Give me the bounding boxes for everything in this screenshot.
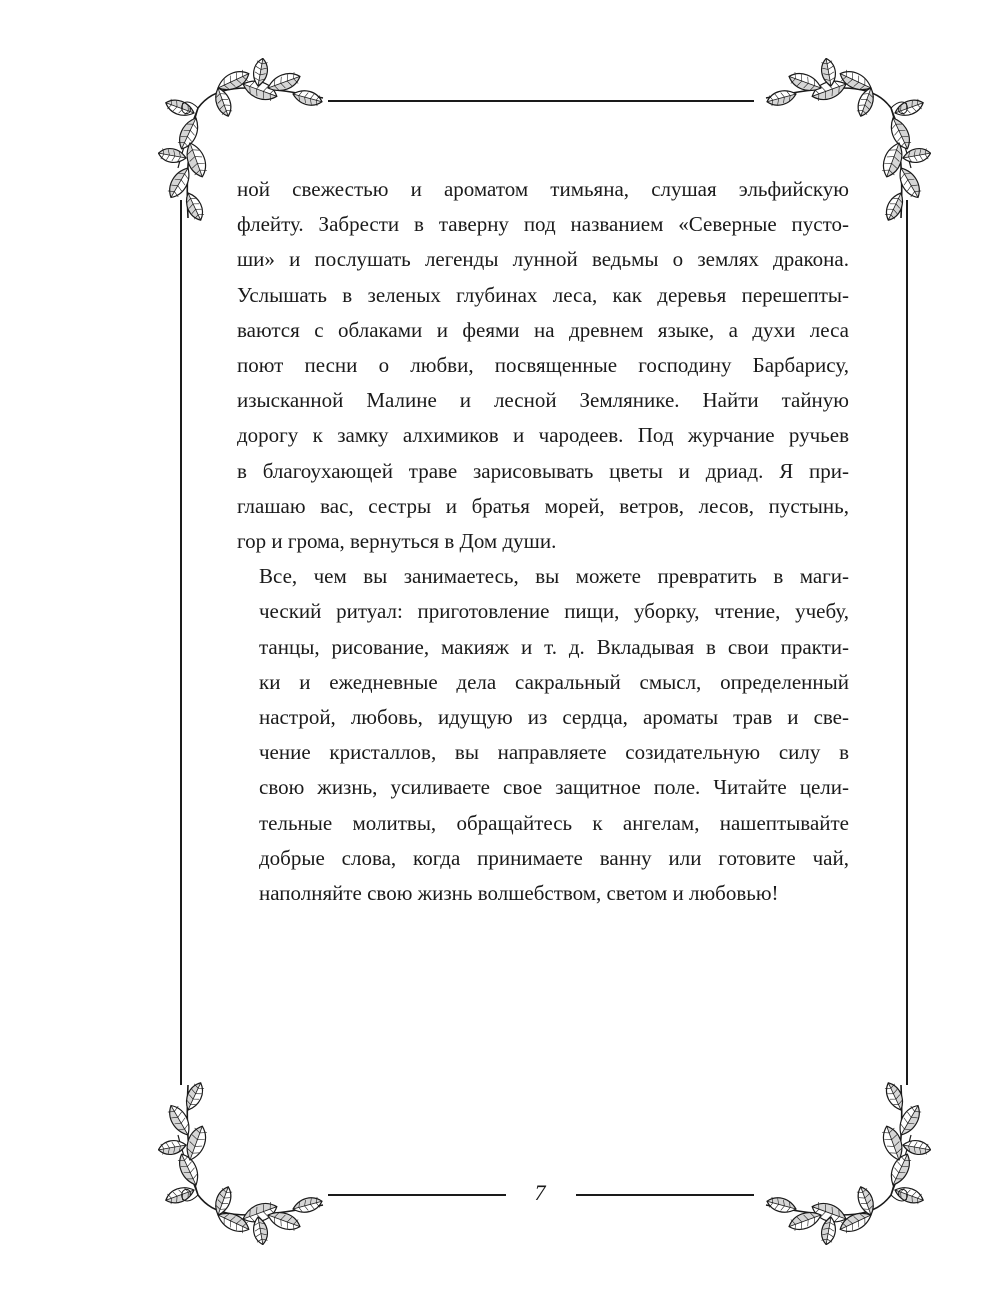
frame-top-line [328,100,754,102]
text-line: ческий ритуал: приготовление пищи, уборку, чтение, учебу, [259,599,849,624]
text-line: добрые слова, когда принимаете ванну или готовите чай, [259,845,849,870]
text-line: ваются с облаками и феями на древнем языке, а духи леса [237,317,849,342]
text-line: ной свежестью и ароматом тимьяна, слушая эльфийскую [237,177,849,201]
text-line: поют песни о любви, посвященные господину Барбарису, [237,353,849,378]
text-line: флейту. Забрести в таверну под названием «Северные пусто- [237,212,849,237]
text-line: тельные молитвы, обращайтесь к ангелам, нашептывайте [259,810,849,835]
text-line: глашаю вас, сестры и братья морей, ветров, лесов, пустынь, [237,493,849,518]
frame-right-line [906,200,908,1085]
text-line: наполняйте свою жизнь волшебством, светом и любовью! [259,881,779,906]
page-number: 7 [534,1180,546,1205]
text-line: изысканной Малине и лесной Землянике. Найти тайную [237,388,849,413]
corner-ornament-bottom-left [158,1070,333,1245]
leafy-branch-corner-icon [756,1070,931,1245]
frame-left-line [180,200,182,1085]
text-line: в благоухающей траве зарисовывать цветы и дриад. Я при- [237,458,849,483]
frame-bottom-line-right [576,1194,754,1196]
text-line: Все, чем вы занимаетесь, вы можете превратить в маги- [259,564,849,589]
frame-bottom-line-left [328,1194,506,1196]
leafy-branch-corner-icon [158,1070,333,1245]
text-line: дорогу к замку алхимиков и чародеев. Под журчание ручьев [237,423,849,448]
text-line: Услышать в зеленых глубинах леса, как деревья перешепты- [237,282,849,307]
text-line: ки и ежедневные дела сакральный смысл, определенный [259,669,849,694]
text-line: ши» и послушать легенды лунной ведьмы о землях дракона. [237,247,849,272]
text-line: свою жизнь, усиливаете свое защитное поле. Читайте цели- [259,775,849,800]
text-line: настрой, любовь, идущую из сердца, ароматы трав и све- [259,705,849,730]
text-line: танцы, рисование, макияж и т. д. Вкладывая в свои практи- [259,634,849,659]
paragraph [237,559,849,911]
body-text [237,172,849,911]
paragraph [237,172,849,559]
text-line: гор и грома, вернуться в Дом души. [237,529,557,554]
text-line: чение кристаллов, вы направляете созидательную силу в [259,740,849,765]
corner-ornament-bottom-right [756,1070,931,1245]
